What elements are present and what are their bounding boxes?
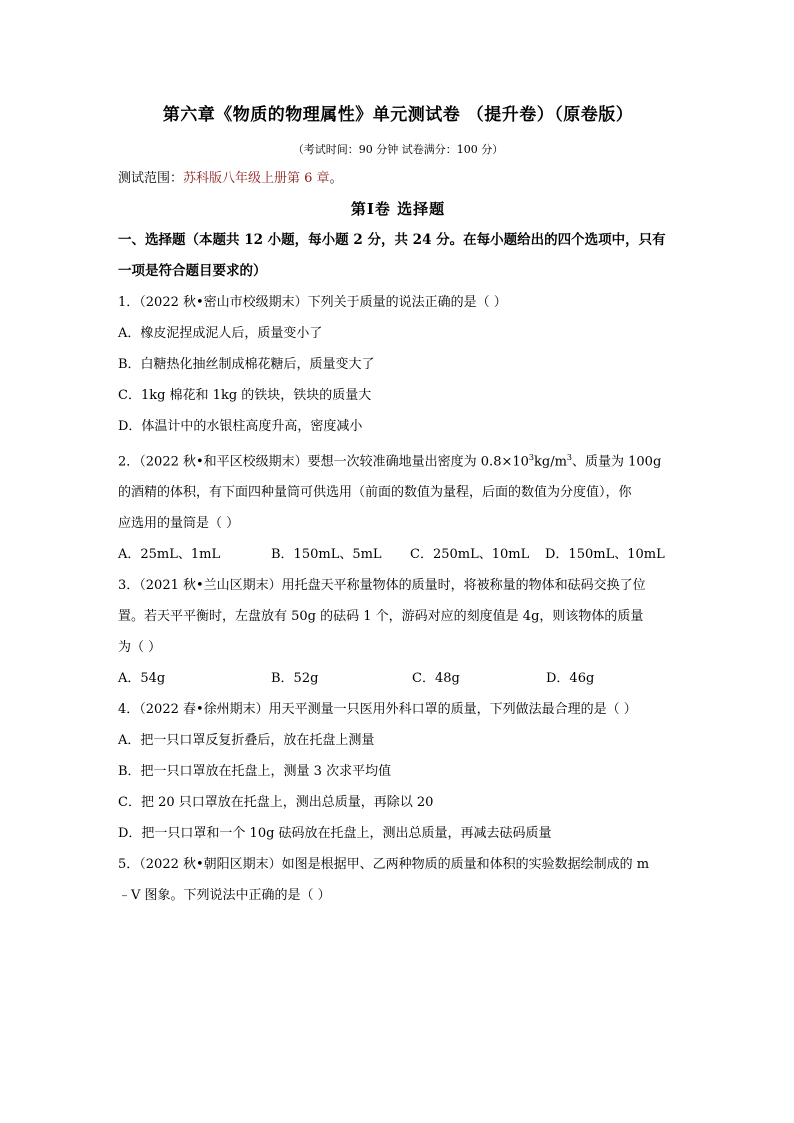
question-2-stem-a: 2．（2022 秋•和平区校级期末）要想一次较准确地量出密度为 0.8×10 — [118, 454, 529, 470]
question-3-stem-line-1: 3．（2021 秋•兰山区期末）用托盘天平称量物体的质量时，将被称量的物体和砝码交换了位 — [118, 578, 646, 594]
question-1-option-b: B．白糖热化抽丝制成棉花糖后，质量变大了 — [118, 357, 375, 372]
scope-highlight: 苏科版八年级上册第 6 章 — [183, 171, 330, 186]
question-5-stem-line-1: 5．（2022 秋•朝阳区期末）如图是根据甲、乙两种物质的质量和体积的实验数据绘制成的 m — [118, 857, 650, 873]
question-3-stem-line-2: 置。若天平平衡时，左盘放有 50g 的砝码 1 个，游码对应的刻度值是 4g，则该物体的质量 — [118, 609, 644, 625]
question-2 — [118, 442, 678, 570]
question-4-option-b: B．把一只口罩放在托盘上，测量 3 次求平均值 — [118, 764, 392, 780]
question-2-exponent: 3 — [528, 453, 534, 462]
question-1 — [118, 287, 678, 442]
question-2-exponent-2: 3 — [566, 453, 572, 462]
question-3-option-a: A．54g — [118, 671, 166, 687]
question-1-option-c: C．1kg 棉花和 1kg 的铁块，铁块的质量大 — [118, 388, 372, 403]
scope-end: 。 — [329, 171, 343, 186]
instructions — [118, 225, 678, 287]
question-2-options — [118, 539, 678, 570]
page-title: 第六章《物质的物理属性》单元测试卷 （提升卷）（原卷版） — [162, 105, 634, 125]
section-title: 第Ⅰ卷 选择题 — [350, 200, 446, 218]
instructions-line-2: 一项是符合题目要求的） — [118, 263, 267, 279]
question-4-stem: 4．（2022 春•徐州期末）用天平测量一只医用外科口罩的质量，下列做法最合理的是（ ） — [118, 702, 637, 718]
question-3-option-b: B．52g — [271, 671, 319, 687]
question-2-stem-c: 、质量为 100g — [572, 454, 662, 470]
scope-label: 测试范围： — [118, 171, 184, 186]
exam-page — [118, 100, 678, 911]
test-scope — [118, 167, 678, 186]
question-2-stem-line-3: 应选用的量筒是（ ） — [118, 516, 240, 532]
question-3-stem-line-3: 为（ ） — [118, 640, 162, 656]
question-2-stem-b: kg/m — [534, 454, 567, 470]
question-2-option-a: A．25mL、1mL — [118, 547, 221, 563]
question-2-stem-line-2: 的酒精的体积，有下面四种量筒可供选用（前面的数值为量程，后面的数值为分度值），你 — [118, 485, 632, 501]
question-4-option-d: D．把一只口罩和一个 10g 砝码放在托盘上，测出总质量，再减去砝码质量 — [118, 826, 552, 842]
question-1-option-a: A．橡皮泥捏成泥人后，质量变小了 — [118, 326, 323, 341]
question-3-option-d: D．46g — [546, 671, 595, 687]
question-4-option-a: A．把一只口罩反复折叠后，放在托盘上测量 — [118, 733, 375, 749]
question-1-stem: 1．（2022 秋•密山市校级期末）下列关于质量的说法正确的是（ ） — [118, 295, 507, 310]
question-4-option-c: C．把 20 只口罩放在托盘上，测出总质量，再除以 20 — [118, 795, 434, 811]
instructions-line-1: 一、选择题（本题共 12 小题，每小题 2 分，共 24 分。在每小题给出的四个选项中，只有 — [118, 232, 666, 248]
question-4 — [118, 694, 678, 849]
question-2-option-b: B．150mL、5mL — [271, 547, 382, 563]
question-2-stem-line-1 — [118, 442, 678, 477]
question-2-option-c: C．250mL、10mL — [410, 547, 530, 563]
exam-info: （考试时间：90 分钟 试卷满分：100 分） — [292, 143, 504, 156]
question-1-option-d: D．体温计中的水银柱高度升高，密度减小 — [118, 419, 363, 434]
question-2-option-d: D．150mL、10mL — [545, 547, 665, 563]
question-5-stem-line-2: ﹣V 图象。下列说法中正确的是（ ） — [118, 888, 331, 904]
question-3-options — [118, 663, 678, 694]
question-3 — [118, 570, 678, 694]
question-3-option-c: C．48g — [412, 671, 460, 687]
question-5 — [118, 849, 678, 911]
